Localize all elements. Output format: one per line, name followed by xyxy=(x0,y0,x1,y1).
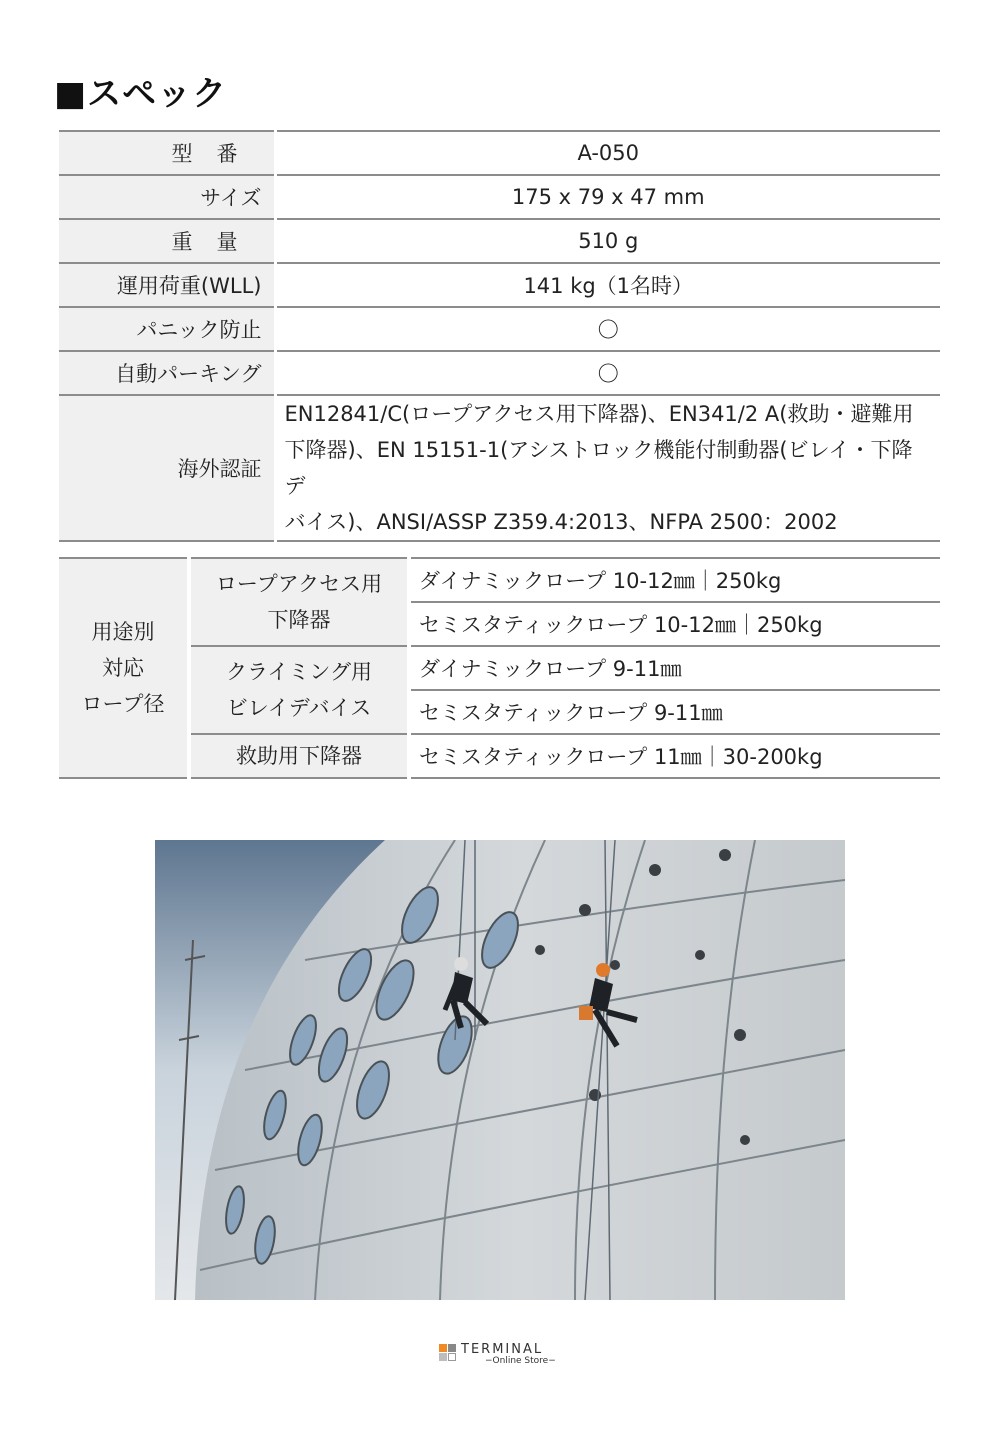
rope-row xyxy=(59,558,940,602)
spec-row-model xyxy=(59,131,940,175)
spec-value: 141 kg（1名時） xyxy=(275,263,940,307)
spec-cert-value xyxy=(275,395,940,541)
rope-item: セミスタティックロープ 10-12㎜｜250kg xyxy=(409,602,940,646)
rope-category-climbing: クライミング用 ビレイデバイス xyxy=(189,646,409,734)
logo-brand-text: TERMINAL xyxy=(461,1342,544,1357)
spec-table xyxy=(59,130,940,542)
spec-value: 510 g xyxy=(275,219,940,263)
logo-sub-text: −Online Store− xyxy=(485,1356,556,1366)
logo-square-icon xyxy=(439,1344,447,1352)
spec-row-cert xyxy=(59,395,940,541)
section-heading: ■スペック xyxy=(54,74,228,114)
rope-category-access: ロープアクセス用 下降器 xyxy=(189,558,409,646)
spec-label: 自動パーキング xyxy=(59,351,275,395)
rope-item: ダイナミックロープ 9-11㎜ xyxy=(409,646,940,690)
rope-group-label: 用途別 対応 ロープ径 xyxy=(59,558,189,778)
spec-value: A-050 xyxy=(275,131,940,175)
cert-line: 下降器)、EN 15151-1(アシストロック機能付制動器(ビレイ・下降デ xyxy=(284,438,913,498)
rope-row xyxy=(59,734,940,778)
photo-illustration xyxy=(155,840,845,1300)
spec-value: 〇 xyxy=(275,307,940,351)
spec-label: 海外認証 xyxy=(59,395,275,541)
spec-label: サイズ xyxy=(59,175,275,219)
rope-item: セミスタティックロープ 11㎜｜30-200kg xyxy=(409,734,940,778)
logo-square-icon xyxy=(448,1353,456,1361)
spec-row-wll xyxy=(59,263,940,307)
cert-line: バイス)、ANSI/ASSP Z359.4:2013、NFPA 2500：2002 xyxy=(284,510,838,534)
rope-category-rescue: 救助用下降器 xyxy=(189,734,409,778)
logo-square-icon xyxy=(448,1344,456,1352)
spec-label: 運用荷重(WLL) xyxy=(59,263,275,307)
spec-row-weight xyxy=(59,219,940,263)
rope-item: セミスタティックロープ 9-11㎜ xyxy=(409,690,940,734)
spec-label: 重量 xyxy=(171,230,262,254)
rope-access-photo xyxy=(155,840,845,1300)
spec-row-panic xyxy=(59,307,940,351)
terminal-logo xyxy=(439,1344,569,1368)
logo-square-icon xyxy=(439,1353,447,1361)
rope-table xyxy=(59,557,940,779)
spec-label: 型番 xyxy=(171,142,262,166)
rope-item: ダイナミックロープ 10-12㎜｜250kg xyxy=(409,558,940,602)
spec-value: 175 x 79 x 47 mm xyxy=(275,175,940,219)
spec-row-parking xyxy=(59,351,940,395)
cert-line: EN12841/C(ロープアクセス用下降器)、EN341/2 A(救助・避難用 xyxy=(284,402,914,426)
spec-row-size xyxy=(59,175,940,219)
rope-row xyxy=(59,646,940,690)
spec-label: パニック防止 xyxy=(59,307,275,351)
spec-value: 〇 xyxy=(275,351,940,395)
